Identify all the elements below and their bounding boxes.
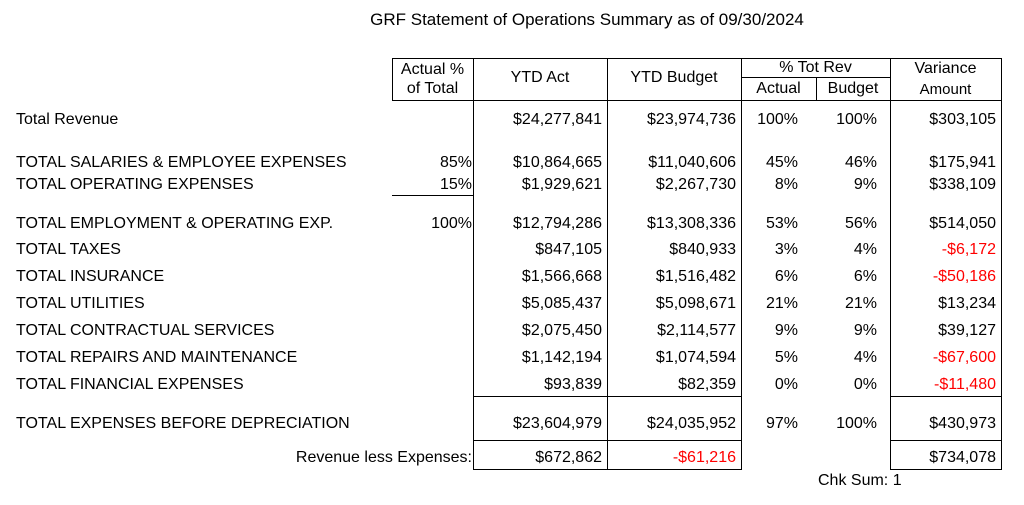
row-label: TOTAL FINANCIAL EXPENSES [16, 376, 244, 393]
row-label: TOTAL UTILITIES [16, 295, 145, 312]
header-ytd-budget: YTD Budget [630, 69, 718, 86]
pct-total-cell: 85% [439, 154, 472, 171]
rev-actual-cell: 0% [774, 376, 798, 393]
ytd-budget-cell: $1,516,482 [655, 268, 736, 285]
variance-cell: $13,234 [938, 295, 996, 312]
rev-actual-cell: 3% [774, 241, 798, 258]
rev-actual-cell: 6% [774, 268, 798, 285]
row-label: TOTAL EXPENSES BEFORE DEPRECIATION [16, 415, 350, 432]
ytd-budget-cell: $82,359 [678, 376, 736, 393]
header-actual-pct-line1: Actual % [400, 61, 465, 78]
row-label: Total Revenue [16, 111, 119, 128]
rev-budget-cell: 9% [853, 176, 877, 193]
variance-cell: $303,105 [929, 111, 996, 128]
ytd-budget-cell: $2,267,730 [655, 176, 736, 193]
rev-actual-cell: 45% [765, 154, 798, 171]
header-variance: Variance [914, 60, 977, 77]
row-label: TOTAL INSURANCE [16, 268, 165, 285]
ytd-act-cell: $24,277,841 [513, 111, 602, 128]
row-label: TOTAL TAXES [16, 241, 121, 258]
check-sum-label: Chk Sum: [818, 472, 889, 489]
ytd-budget-cell: $13,308,336 [647, 215, 736, 232]
rev-budget-cell: 4% [853, 241, 877, 258]
ytd-budget-cell: $2,114,577 [657, 322, 736, 339]
header-pct-tot-rev: % Tot Rev [779, 59, 852, 76]
ytd-act-cell: $5,085,437 [521, 295, 602, 312]
variance-cell: -$50,186 [932, 268, 996, 285]
rev-budget-cell: 4% [853, 349, 877, 366]
pct-total-cell: 15% [439, 176, 472, 193]
rev-budget-cell: 100% [836, 415, 877, 432]
ytd-budget-cell: $24,035,952 [647, 415, 736, 432]
rev-budget-cell: 100% [836, 111, 877, 128]
header-ytd-act: YTD Act [510, 69, 570, 86]
ytd-act-cell: $23,604,979 [513, 415, 602, 432]
row-label: TOTAL OPERATING EXPENSES [16, 176, 254, 193]
pct-total-cell: 100% [431, 215, 472, 232]
row-label: TOTAL EMPLOYMENT & OPERATING EXP. [16, 215, 334, 232]
variance-cell: -$11,480 [934, 376, 996, 393]
row-label: Revenue less Expenses: [295, 449, 472, 466]
ytd-budget-cell: -$61,216 [672, 449, 736, 466]
rev-actual-cell: 100% [757, 111, 798, 128]
row-label: TOTAL SALARIES & EMPLOYEE EXPENSES [16, 154, 347, 171]
rev-actual-cell: 21% [765, 295, 798, 312]
ytd-budget-cell: $5,098,671 [655, 295, 736, 312]
rev-actual-cell: 5% [774, 349, 798, 366]
check-sum-value: 1 [892, 472, 902, 489]
ytd-budget-cell: $23,974,736 [647, 111, 736, 128]
ytd-act-cell: $1,566,668 [521, 268, 602, 285]
row-label: TOTAL REPAIRS AND MAINTENANCE [16, 349, 298, 366]
rev-actual-cell: 9% [774, 322, 798, 339]
rev-budget-cell: 6% [853, 268, 877, 285]
ytd-budget-cell: $840,933 [669, 241, 736, 258]
ytd-act-cell: $12,794,286 [513, 215, 602, 232]
rev-budget-cell: 0% [853, 376, 877, 393]
variance-cell: -$6,172 [941, 241, 996, 258]
header-amount: Amount [919, 81, 972, 98]
rev-actual-cell: 97% [765, 415, 798, 432]
variance-cell: $39,127 [938, 322, 996, 339]
rev-actual-cell: 53% [765, 215, 798, 232]
variance-cell: $430,973 [929, 415, 996, 432]
ytd-budget-cell: $1,074,594 [655, 349, 736, 366]
rev-budget-cell: 21% [844, 295, 877, 312]
header-rev-budget: Budget [827, 80, 879, 97]
page-title: GRF Statement of Operations Summary as of 09/30/2024 [370, 10, 804, 29]
check-sum [818, 472, 902, 490]
rev-budget-cell: 9% [853, 322, 877, 339]
variance-cell: -$67,600 [932, 349, 996, 366]
ytd-budget-cell: $11,040,606 [648, 154, 736, 171]
variance-cell: $338,109 [929, 176, 996, 193]
variance-cell: $734,078 [929, 449, 996, 466]
ytd-act-cell: $1,142,194 [521, 349, 602, 366]
row-label: TOTAL CONTRACTUAL SERVICES [16, 322, 275, 339]
ytd-act-cell: $93,839 [544, 376, 602, 393]
ytd-act-cell: $1,929,621 [521, 176, 602, 193]
ytd-act-cell: $847,105 [535, 241, 602, 258]
rev-budget-cell: 46% [844, 154, 877, 171]
rev-budget-cell: 56% [844, 215, 877, 232]
variance-cell: $175,941 [929, 154, 996, 171]
rev-actual-cell: 8% [774, 176, 798, 193]
ytd-act-cell: $2,075,450 [521, 322, 602, 339]
header-actual-pct-line2: of Total [406, 80, 459, 97]
header-rev-actual: Actual [756, 80, 801, 97]
ytd-act-cell: $672,862 [535, 449, 602, 466]
ytd-act-cell: $10,864,665 [513, 154, 602, 171]
variance-cell: $514,050 [929, 215, 996, 232]
